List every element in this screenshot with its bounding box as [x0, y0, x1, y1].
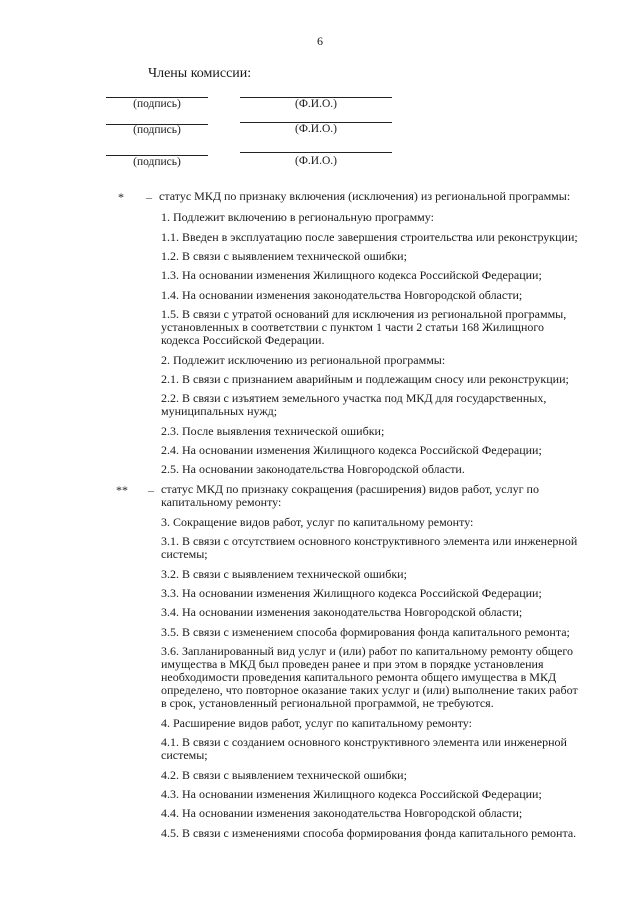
name-label: (Ф.И.О.) — [295, 155, 337, 167]
list-item: 1. Подлежит включению в региональную программу: — [161, 210, 434, 224]
signature-label: (подпись) — [133, 124, 181, 136]
list-item: 1.4. На основании изменения законодательства Новгородской области; — [161, 288, 523, 302]
list-item-continuation: кодекса Российской Федерации. — [161, 333, 325, 347]
list-item: 1.5. В связи с утратой оснований для исключения из региональной программы, — [161, 307, 567, 321]
list-item: 4.1. В связи с созданием основного конструктивного элемента или инженерной — [161, 735, 567, 749]
list-item: 1.2. В связи с выявлением технической ошибки; — [161, 249, 407, 263]
signature-label: (подпись) — [133, 98, 181, 110]
name-line-right — [240, 152, 392, 153]
list-item: 4.5. В связи с изменениями способа формирования фонда капитального ремонта. — [161, 826, 577, 840]
list-item: 3.4. На основании изменения законодательства Новгородской области; — [161, 605, 523, 619]
list-item: 2.2. В связи с изъятием земельного участка под МКД для государственных, — [161, 391, 547, 405]
list-item: 3.5. В связи с изменением способа формирования фонда капитального ремонта; — [161, 625, 570, 639]
list-item: 4. Расширение видов работ, услуг по капитальному ремонту: — [161, 716, 472, 730]
list-item-continuation: определено, что повторное оказание таких услуг и (или) выполнение таких работ — [161, 683, 578, 697]
list-item: 1.1. Введен в эксплуатацию после завершения строительства или реконструкции; — [161, 230, 578, 244]
list-item: 2.5. На основании законодательства Новгородской области. — [161, 462, 465, 476]
list-item-continuation: необходимости проведения капитального ремонта общего имущества в МКД — [161, 670, 557, 684]
list-item-continuation: имущества в МКД был проведен ранее и при этом в порядке установления — [161, 657, 544, 671]
list-item: 3.3. На основании изменения Жилищного кодекса Российской Федерации; — [161, 586, 542, 600]
name-label: (Ф.И.О.) — [295, 98, 337, 110]
list-item-continuation: системы; — [161, 748, 208, 762]
list-item: 2.1. В связи с признанием аварийным и подлежащим сносу или реконструкции; — [161, 372, 569, 386]
members-title: Члены комиссии: — [148, 66, 252, 81]
list-item: 3.1. В связи с отсутствием основного конструктивного элемента или инженерной — [161, 534, 578, 548]
list-item: 4.3. На основании изменения Жилищного кодекса Российской Федерации; — [161, 787, 542, 801]
footnote-marker: ** — [116, 483, 128, 497]
list-item: 4.2. В связи с выявлением технической ошибки; — [161, 768, 407, 782]
list-item: 3.2. В связи с выявлением технической ошибки; — [161, 567, 407, 581]
section-heading-continuation: капитальному ремонту: — [161, 495, 282, 509]
list-item-continuation: системы; — [161, 547, 208, 561]
dash-bullet: – — [148, 483, 154, 497]
list-item-continuation: муниципальных нужд; — [161, 404, 278, 418]
list-item: 1.3. На основании изменения Жилищного кодекса Российской Федерации; — [161, 268, 542, 282]
footnote-marker: * — [118, 190, 124, 204]
list-item: 4.4. На основании изменения законодательства Новгородской области; — [161, 806, 523, 820]
dash-bullet: – — [146, 190, 152, 204]
name-label: (Ф.И.О.) — [295, 123, 337, 135]
list-item-continuation: в срок, установленный региональной программой, не требуются. — [161, 696, 494, 710]
list-item: 2.3. После выявления технической ошибки; — [161, 424, 385, 438]
page-number: 6 — [317, 34, 323, 48]
signature-label: (подпись) — [133, 156, 181, 168]
list-item: 2.4. На основании изменения Жилищного кодекса Российской Федерации; — [161, 443, 542, 457]
list-item-continuation: установленных в соответствии с пунктом 1 части 2 статьи 168 Жилищного — [161, 320, 545, 334]
list-item: 3. Сокращение видов работ, услуг по капитальному ремонту: — [161, 515, 474, 529]
list-item: 2. Подлежит исключению из региональной программы: — [161, 353, 446, 367]
list-item: 3.6. Запланированный вид услуг и (или) работ по капитальному ремонту общего — [161, 644, 573, 658]
section-heading: статус МКД по признаку включения (исключения) из региональной программы: — [159, 189, 571, 203]
section-heading: статус МКД по признаку сокращения (расширения) видов работ, услуг по — [161, 482, 539, 496]
